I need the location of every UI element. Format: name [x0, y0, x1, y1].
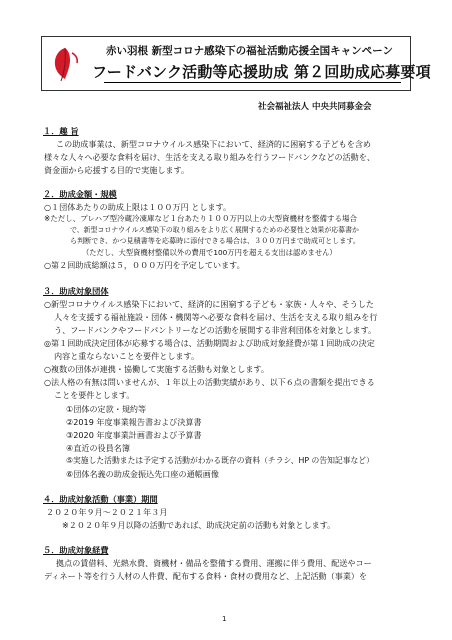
- section-text: 内容と重ならないことを要件とします。: [54, 351, 200, 361]
- section-heading: １．趣 旨: [43, 126, 79, 136]
- page-number: 1: [222, 615, 227, 623]
- section-heading: ３．助成対象団体: [43, 286, 109, 296]
- list-item: ④直近の役員名簿: [66, 443, 130, 453]
- organization-name: 社会福祉法人 中央共同募金会: [258, 102, 372, 112]
- section-text: ディネート等を行う人材の人件費、配布する食料・食材の費用など、上記活動（事業）を: [44, 571, 368, 581]
- section-text: ○法人格の有無は問いませんが、１年以上の活動実績があり、以下６点の書類を提出できる: [44, 377, 375, 387]
- section-text: ◎第１回助成決定団体が応募する場合は、活動期間および助成対象経費が第１回助成の決定: [44, 338, 375, 348]
- section-text: 様々な人々へ必要な食料を届け、生活を支える取り組みを行うフードバンクなどの活動を、: [44, 152, 375, 162]
- header-box: [41, 36, 431, 91]
- section-heading: ５．助成対象経費: [43, 545, 109, 555]
- section-text: ○第２回助成総額は５，０００万円を予定しています。: [44, 260, 245, 270]
- campaign-title: 赤い羽根 新型コロナ感染下の福祉活動応援全国キャンペーン: [106, 45, 393, 57]
- section-heading: ２．助成金額・規模: [43, 189, 117, 199]
- section-text: ら判断でき、かつ見積書等を応募時に添付できる場合は、３００万円まで助成可とします。: [70, 236, 360, 245]
- document-title: フードバンク活動等応援助成 第２回助成応募要項: [92, 63, 431, 81]
- list-item: ⑤実施した活動または予定する活動がわかる既存の資料（チラシ、HP の告知記事など）: [66, 456, 374, 465]
- section-text: 資金面から応援する目的で実施します。: [44, 165, 190, 175]
- section-text: 人々を支援する福祉施設・団体・機関等へ必要な食料を届け、生活を支える取り組みを行: [54, 312, 378, 322]
- title-underline: [104, 82, 401, 83]
- section-text: ○新型コロナウイルス感染下において、経済的に困窮する子ども・家族・人々や、そうした: [44, 299, 375, 309]
- list-item: ②2019 年度事業報告書および決算書: [66, 417, 202, 427]
- section-text: 拠点の賃借料、光熱水費、資機材・備品を整備する費用、運搬に伴う費用、配送やコー: [56, 558, 372, 568]
- section-text: ○複数の団体が連携・協働して実施する活動も対象とします。: [44, 364, 269, 374]
- list-item: ③2020 年度事業計画書および予算書: [66, 430, 202, 440]
- list-item: ⑥団体名義の助成金振込先口座の通帳画像: [66, 469, 219, 479]
- section-text: この助成事業は、新型コロナウイルス感染下において、経済的に困窮する子どもを含め: [56, 139, 372, 149]
- section-text: ○１団体あたりの助成上限は１００万円 とします。: [44, 202, 232, 212]
- section-text: で、新型コロナウイルス感染下の取り組みをより広く展開するための必要性と効果が応募書か: [70, 226, 359, 234]
- section-text: （ただし、大型資機材整備以外の費用で100万円を超える支出は認めません）: [82, 248, 337, 257]
- list-item: ①団体の定款・規約等: [66, 404, 147, 414]
- section-heading: ４．助成対象活動（事業）期間: [43, 494, 158, 504]
- section-text: ことを要件とします。: [54, 390, 135, 400]
- section-text: ※２０２０年９月以降の活動であれば、助成決定前の活動も対象とします。: [62, 520, 336, 530]
- section-text: ２０２０年９月～２０２１年３月: [46, 507, 168, 517]
- section-text: う、フードバンクやフードパントリーなどの活動を展開する非営利団体を対象とします。: [54, 325, 377, 335]
- red-feather-logo: [48, 45, 82, 83]
- section-text: ※ただし、プレハブ型冷蔵冷凍庫など１台あたり１００万円以上の大型資機材を整備する場合: [44, 214, 357, 223]
